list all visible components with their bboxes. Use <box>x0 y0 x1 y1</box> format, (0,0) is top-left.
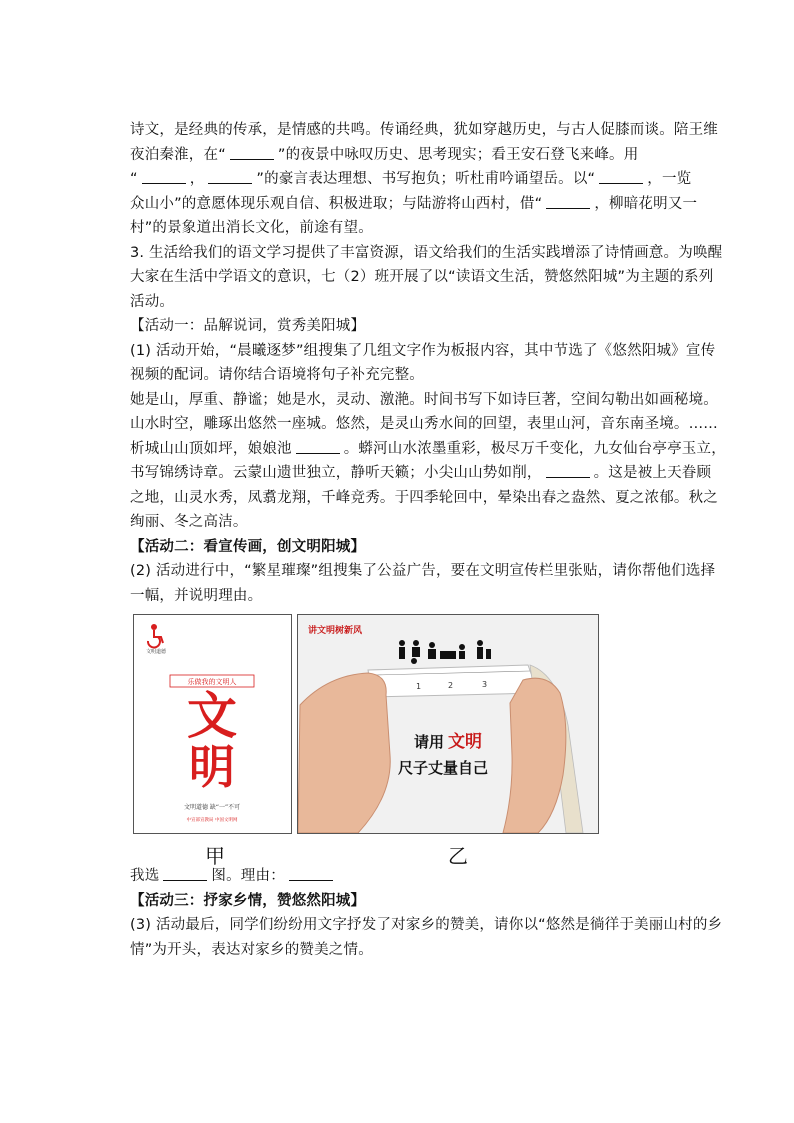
text-line: 情”为开头，表达对家乡的赞美之情。 <box>130 941 373 958</box>
fill-blank[interactable] <box>599 169 643 184</box>
fill-blank[interactable] <box>289 866 333 881</box>
big-character-wen: 文 <box>187 687 237 745</box>
text-line: (1) 活动开始，“晨曦逐梦”组搜集了几组文字作为板报内容，其中节选了《悠然阳城》宣传 <box>130 342 716 359</box>
poster-b-graphic <box>298 615 598 833</box>
logo-text: 文明道德 <box>145 649 167 655</box>
fill-blank[interactable] <box>230 145 274 160</box>
poster-b-title: 讲文明树新风 <box>308 626 363 636</box>
text-line: 活动。 <box>130 293 175 310</box>
text-line: 村”的景象道出消长文化，前途有望。 <box>130 220 373 236</box>
text-line: (3) 活动最后，同学们纷纷用文字抒发了对家乡的赞美，请你以“悠然是徜徉于美丽山村的乡 <box>130 917 723 933</box>
text-line: 视频的配词。请你结合语境将句子补充完整。 <box>130 367 424 383</box>
slogan-line-2: 尺子丈量自己 <box>398 759 489 777</box>
ruler-mark: 3 <box>482 680 488 689</box>
poster-a-graphic <box>134 615 291 833</box>
document-page <box>130 118 726 962</box>
poster-a <box>133 614 292 834</box>
fill-blank[interactable] <box>546 194 590 209</box>
slogan-highlight: 文明 <box>448 732 482 752</box>
activity-3-title: 【活动三：抒家乡情，赞悠然阳城】 <box>130 892 366 909</box>
poster-b-label: 乙 <box>448 844 468 868</box>
text-line: 之地，山灵水秀，凤翥龙翔，千峰竞秀。于四季轮回中，晕染出春之盎然、夏之浓郁。秋之 <box>130 489 718 506</box>
poster-footer-slogan: 文明道德 缺“一”不可 <box>183 804 241 811</box>
fill-blank[interactable] <box>163 866 207 881</box>
text-line: 大家在生活中学语文的意识，七（2）班开展了以“读语文生活，赞悠然阳城”为主题的系列 <box>130 269 714 285</box>
fill-blank[interactable] <box>546 463 590 478</box>
text-line: 众山小”的意愿体现乐观自信、积极进取；与陆游将山西村，借“ ，柳暗花明又一 <box>130 195 698 212</box>
text-line: (2) 活动进行中，“繁星璀璨”组搜集了公益广告，要在文明宣传栏里张贴，请你帮他们选择 <box>130 563 716 579</box>
activity-2-title: 【活动二：看宣传画，创文明阳城】 <box>130 538 366 555</box>
poster-images <box>130 614 700 868</box>
activity-1-title: 【活动一：品解说词，赏秀美阳城】 <box>130 318 366 334</box>
question-3-intro: 3. 生活给我们的语文学习提供了丰富资源，语文给我们的生活实践增添了诗情画意。为唤醒 <box>130 244 723 261</box>
poster-footer-source: 中宣部宣教局 中国文明网 <box>186 818 238 823</box>
poster-banner: 乐做我的文明人 <box>187 678 237 686</box>
left-hand <box>298 673 390 833</box>
text-line: 夜泊秦淮，在“ ”的夜景中咏叹历史、思考现实；看王安石登飞来峰。用 <box>130 146 639 163</box>
answer-line: 我选 图。理由： <box>130 864 700 889</box>
text-line: 绚丽、冬之高洁。 <box>130 514 248 530</box>
text-line: 析城山山顶如坪，娘娘池 。蟒河山水浓墨重彩，极尽万千变化，九女仙台亭亭玉立， <box>130 440 726 457</box>
text-line: 她是山，厚重、静谧；她是水，灵动、激滟。时间书写下如诗巨著，空间勾勒出如画秘境。 <box>130 391 718 408</box>
ruler-mark: 1 <box>416 682 422 691</box>
poster-b <box>297 614 599 834</box>
ruler-mark: 2 <box>448 681 454 690</box>
fill-blank[interactable] <box>296 439 340 454</box>
text-line: 诗文，是经典的传承，是情感的共鸣。传诵经典，犹如穿越历史，与古人促膝而谈。陪王维 <box>130 122 718 138</box>
fill-blank[interactable] <box>142 169 186 184</box>
big-character-ming: 明 <box>189 740 235 794</box>
poster-a-label: 甲 <box>205 844 225 868</box>
text-line: 山水时空，雕琢出悠然一座城。悠然，是灵山秀水间的回望，表里山河，音东南圣境。…… <box>130 416 718 432</box>
slogan-prefix: 请用 <box>414 733 445 751</box>
text-line: “ ， ”的豪言表达理想、书写抱负；听杜甫吟诵望岳。以“ ，一览 <box>130 171 692 187</box>
fill-blank[interactable] <box>208 169 252 184</box>
text-line: 一幅，并说明理由。 <box>130 587 263 604</box>
text-line: 书写锦绣诗章。云蒙山遗世独立，静听天籁；小尖山山势如削， 。这是被上天眷顾 <box>130 465 712 481</box>
